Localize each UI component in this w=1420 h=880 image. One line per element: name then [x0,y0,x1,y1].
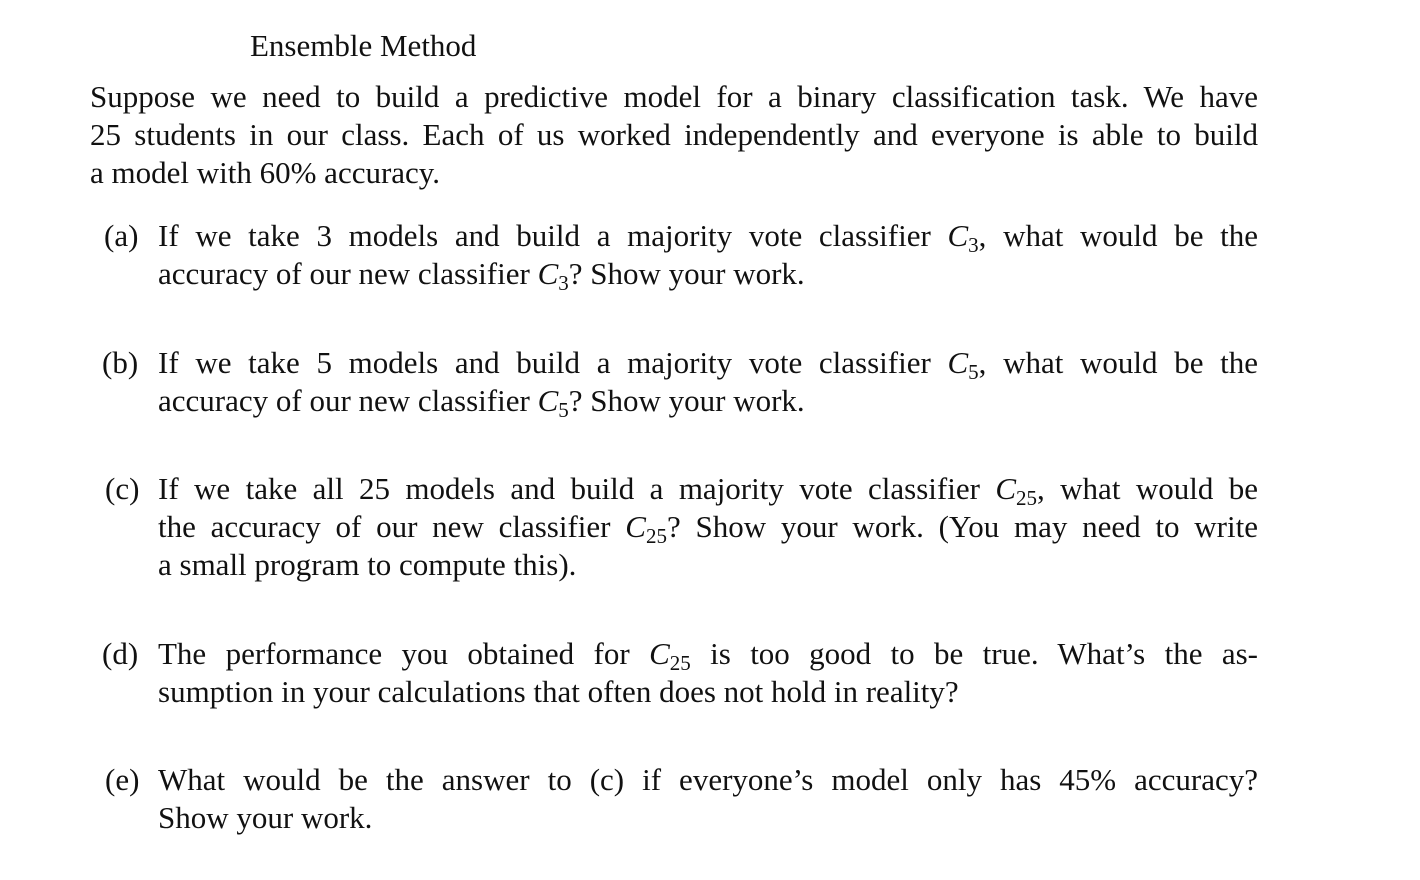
question-line: If we take 3 models and build a majority vote classifier $C_3$, what would be the [158,218,1259,257]
question-label: (d) [102,636,139,671]
question-label: (c) [105,471,140,506]
question-line: What would be the answer to (c) if everyone’s model only has 45% accuracy? [158,762,1258,797]
intro-line: Suppose we need to build a predictive model for a binary classification task. We have [90,79,1258,114]
question-line: accuracy of our new classifier $C_3$? Show your work. [158,256,805,295]
question-line: accuracy of our new classifier $C_5$? Show your work. [158,383,805,422]
question-line: sumption in your calculations that often does not hold in reality? [158,674,959,709]
question-label: (e) [105,762,140,797]
question-line: If we take 5 models and build a majority vote classifier $C_5$, what would be the [158,345,1259,384]
question-label: (a) [104,218,139,253]
intro-line: a model with 60% accuracy. [90,155,441,190]
question-line: The performance you obtained for $C_{25}$ is too good to be true. What’s the as- [158,636,1258,675]
question-line: If we take all 25 models and build a majority vote classifier $C_{25}$, what would be [158,471,1258,510]
intro-line: 25 students in our class. Each of us worked independently and everyone is able to build [90,117,1258,152]
document-title: Ensemble Method [250,28,477,63]
question-label: (b) [102,345,139,380]
question-line: Show your work. [158,800,373,835]
question-line: the accuracy of our new classifier $C_{25}$? Show your work. (You may need to write [158,509,1258,548]
question-line: a small program to compute this). [158,547,577,582]
